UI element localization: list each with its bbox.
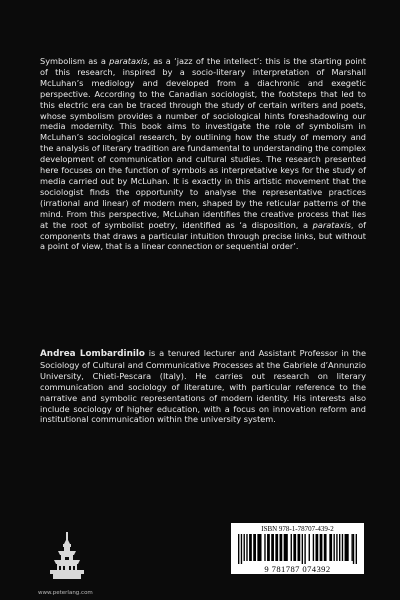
barcode-bar bbox=[333, 534, 334, 561]
barcode-bar bbox=[315, 534, 318, 561]
barcode-bar bbox=[351, 534, 352, 561]
barcode-bar bbox=[353, 534, 354, 564]
bio-paragraph bbox=[40, 348, 366, 425]
barcode-bar bbox=[244, 534, 245, 561]
barcode-bar bbox=[238, 534, 239, 564]
barcode-bar bbox=[291, 534, 292, 561]
barcode-bar bbox=[253, 534, 256, 561]
abstract-term-parataxis-2: parataxis bbox=[312, 219, 351, 230]
barcode-bar bbox=[313, 534, 314, 561]
barcode-bar bbox=[342, 534, 343, 561]
barcode-bar bbox=[257, 534, 261, 561]
ean-digits: 9 781787 074392 bbox=[264, 564, 331, 574]
abstract-body: , as a ‘jazz of the intellect’: this is the starting point of this research, inspired by a socio-literary interpretation of Marshall McLuhan’s mediology and developed from a diachronic and exegetic perspective. According to the Canadian sociologist, the footsteps that led to this electric era can be traced through the study of certain writers and poets, whose symbolism provides a number of sociological hints foreshadowing our media modernity. This book aims to investigate the role of symbolism in McLuhan’s sociological research, by outlining how the study of memory and the analysis of literary tradition are fundamental to understanding the complex development of communication and cultural studies. The research presented here focuses on the function of symbols as interpretative keys for the study of media carried out by McLuhan. It is exactly in this artistic movement that the sociologist finds the opportunity to analyse the representative practices (irrational and linear) of modern men, shaped by the reticular patterns of the mind. From this perspective, McLuhan identifies the creative process that lies at the root of symbolist poetry, identified as ‘a disposition, a bbox=[40, 56, 366, 230]
barcode-bar bbox=[275, 534, 278, 561]
barcode-bar bbox=[264, 534, 265, 561]
isbn-number: ISBN 978-1-78707-439-2 bbox=[261, 525, 334, 533]
abstract-ending: , of components that draws a particular intuition through precise links, but without a point of view, that is a linear connection or sequential order’. bbox=[40, 219, 366, 252]
barcode-bar bbox=[284, 534, 288, 561]
isbn-barcode bbox=[231, 523, 364, 574]
barcode-bar bbox=[329, 534, 332, 561]
barcode-bar bbox=[345, 534, 349, 561]
bio-text: is a tenured lecturer and Assistant Professor in the Sociology of Cultural and Communicative Processes at the Gabriele d’Annunzio University, Chieti-Pescara (Italy). He carries out research on literary communication and sociology of literature, with particular reference to the narrative and symbolic representations of modern identity. His interests also include sociology of higher education, with a focus on innovation reform and institutional communication within the university system. bbox=[40, 348, 366, 425]
barcode-bar bbox=[302, 534, 303, 564]
barcode-bar bbox=[298, 534, 301, 561]
publisher-url[interactable]: www.peterlang.com bbox=[38, 590, 93, 596]
barcode-bar bbox=[241, 534, 242, 564]
abstract-term-parataxis: parataxis bbox=[109, 56, 148, 66]
barcode-bar bbox=[249, 534, 252, 561]
barcode-bar bbox=[309, 534, 310, 561]
barcode-bar bbox=[304, 534, 305, 564]
barcode-bars bbox=[236, 534, 359, 564]
barcode-bar bbox=[336, 534, 337, 561]
abstract-intro: Symbolism as a bbox=[40, 56, 110, 66]
barcode-bar bbox=[320, 534, 323, 561]
peter-lang-logo-icon bbox=[48, 530, 86, 586]
barcode-bar bbox=[339, 534, 340, 561]
barcode-bar bbox=[293, 534, 296, 561]
barcode-bar bbox=[267, 534, 270, 561]
barcode-bar bbox=[280, 534, 283, 561]
barcode-bar bbox=[271, 534, 274, 561]
author-name: Andrea Lombardinilo bbox=[40, 349, 145, 359]
abstract-paragraph bbox=[40, 56, 366, 252]
barcode-bar bbox=[324, 534, 327, 561]
barcode-bar bbox=[246, 534, 247, 561]
book-abstract bbox=[40, 56, 366, 252]
author-bio bbox=[40, 348, 366, 425]
barcode-bar bbox=[356, 534, 357, 564]
